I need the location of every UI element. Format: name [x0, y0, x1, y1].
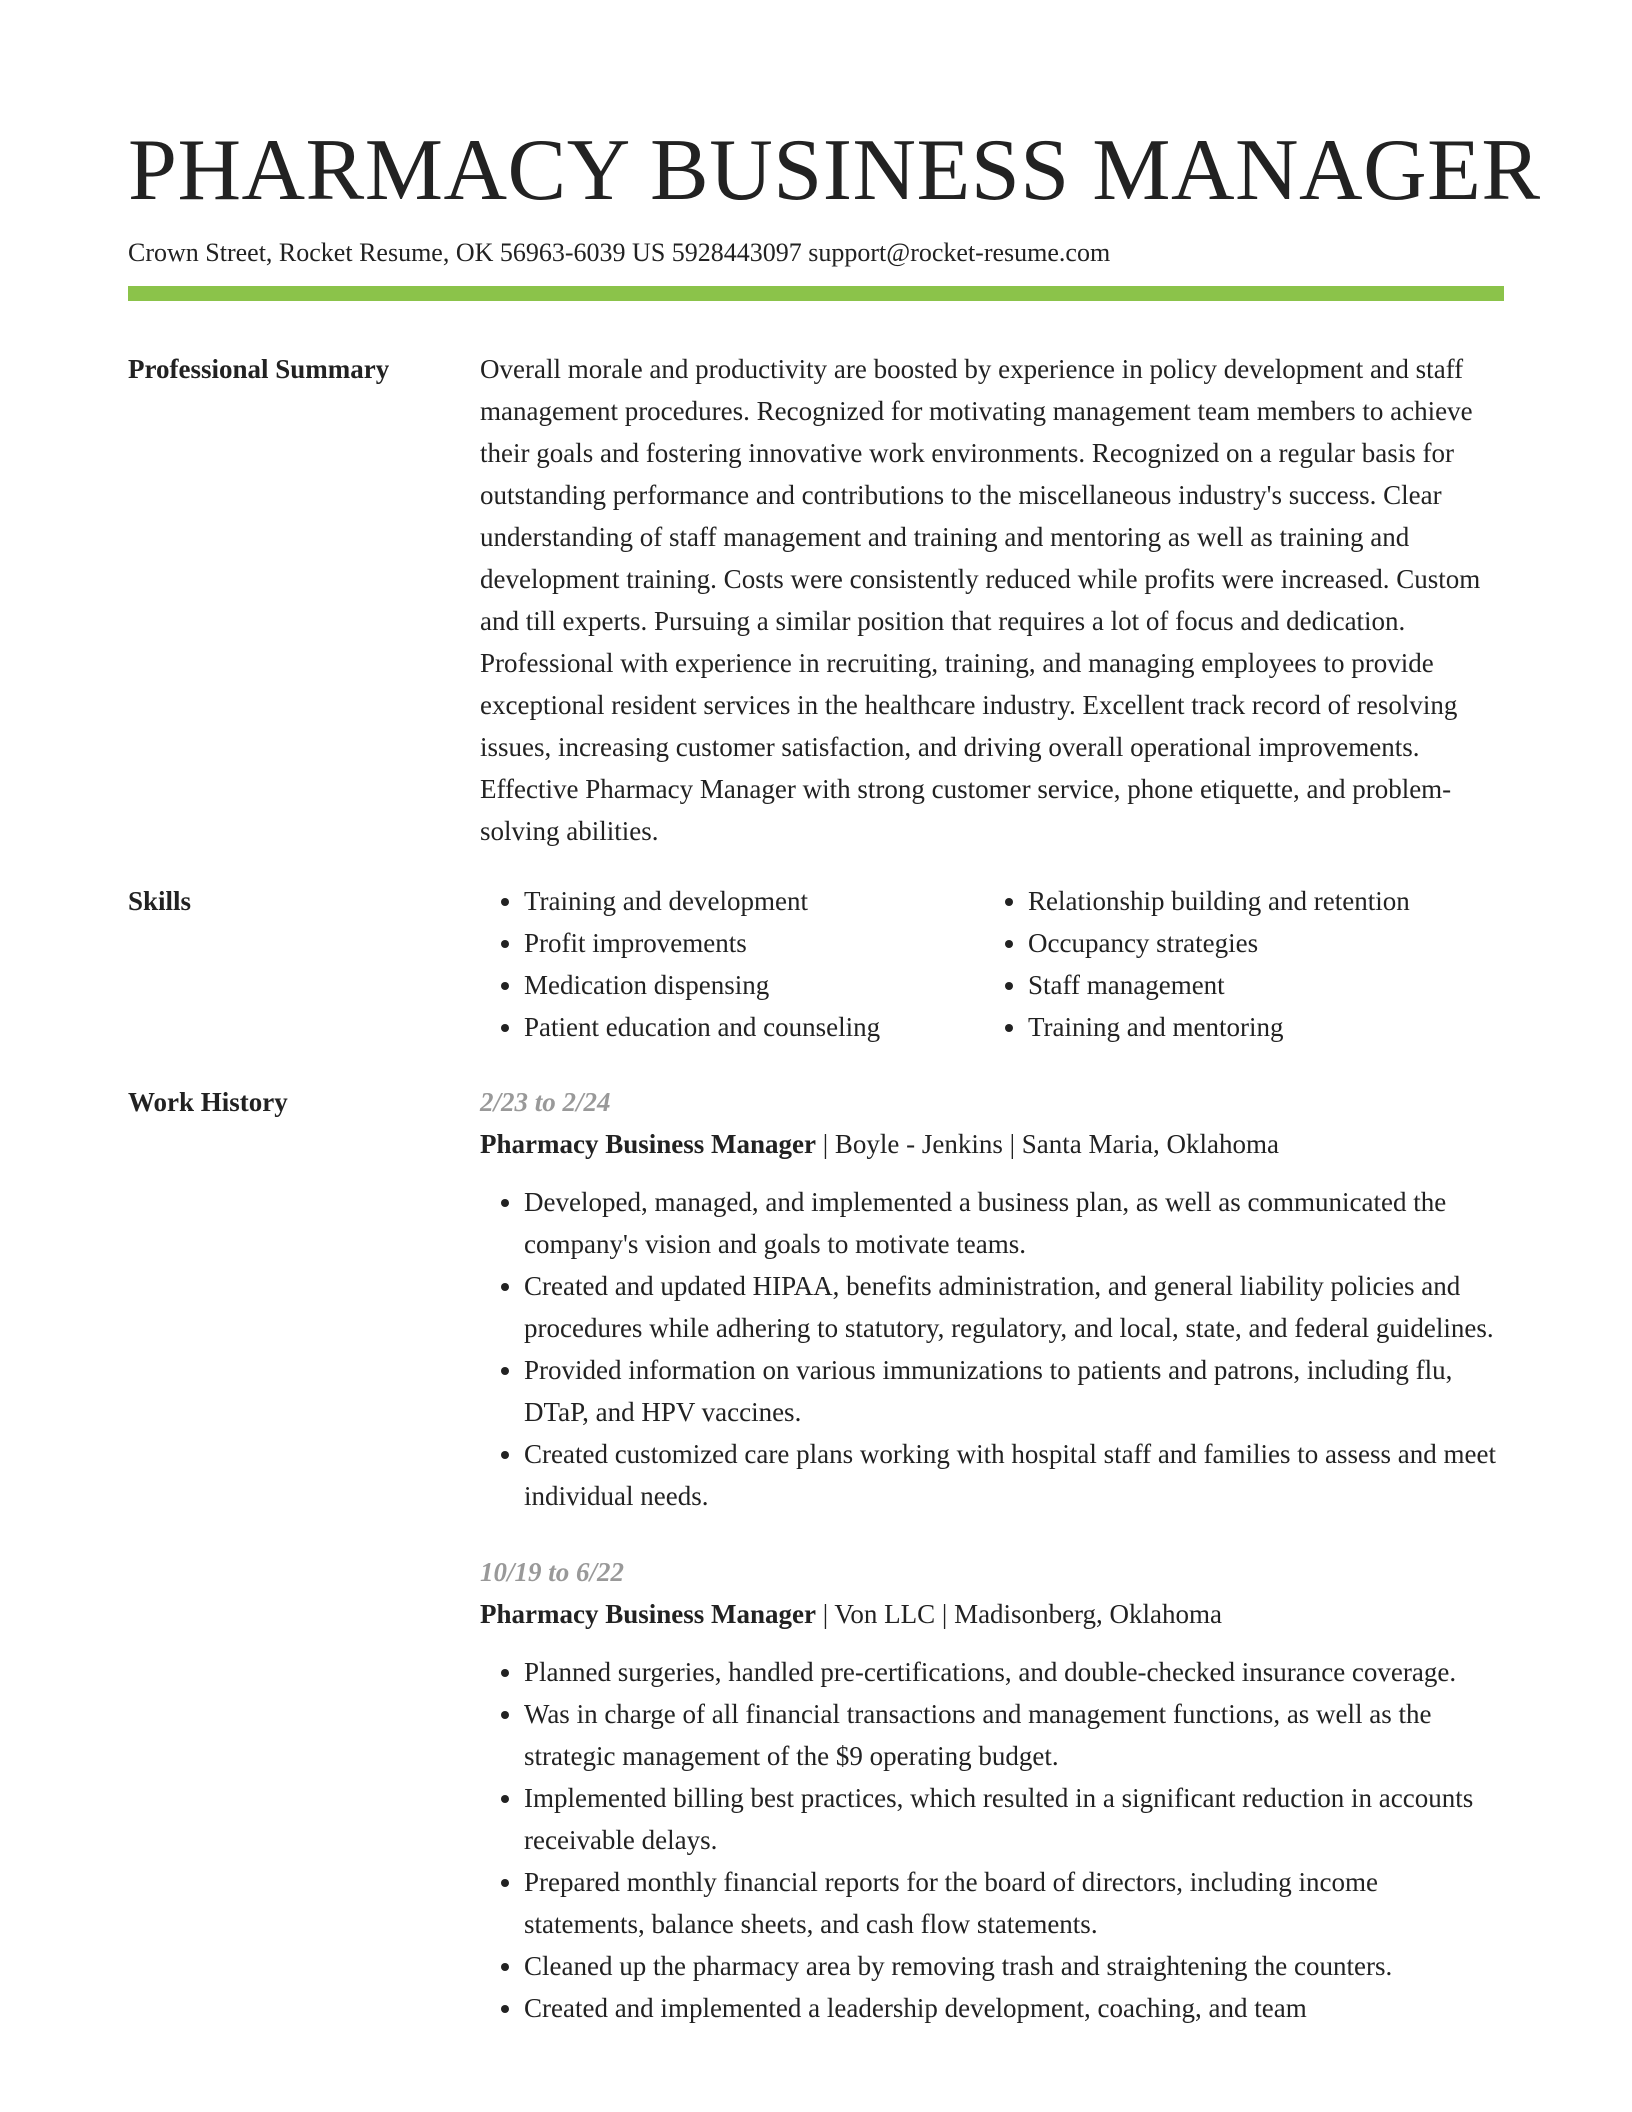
- skills-column-1: [480, 880, 984, 1048]
- skills-column-2: [984, 880, 1488, 1048]
- skill-item: • Relationship building and retention: [1028, 880, 1488, 922]
- skill-item: • Medication dispensing: [524, 964, 984, 1006]
- job-bullet: • Created and updated HIPAA, benefits administration, and general liability policies and procedures while adhering to statutory, regulatory, and local, state, and federal guidelines.: [524, 1265, 1505, 1349]
- job-dates: 10/19 to 6/22: [480, 1557, 625, 1587]
- skill-item: • Training and mentoring: [1028, 1006, 1488, 1048]
- section-label: Professional Summary: [128, 354, 390, 384]
- job-company-location: | Von LLC | Madisonberg, Oklahoma: [815, 1599, 1223, 1629]
- job-bullet: • Created and implemented a leadership development, coaching, and team: [524, 1987, 1505, 2029]
- job-title: Pharmacy Business Manager: [480, 1129, 816, 1159]
- contact-info: Crown Street, Rocket Resume, OK 56963-6039 US 5928443097 support@rocket-resume.com: [128, 238, 1111, 267]
- resume-header: [128, 118, 1541, 270]
- job-bullet: • Planned surgeries, handled pre-certifications, and double-checked insurance coverage.: [524, 1651, 1505, 1693]
- skills-list: [480, 880, 1505, 1048]
- job-heading: [480, 1593, 1505, 1635]
- job-bullet: • Created customized care plans working with hospital staff and families to assess and meet individual needs.: [524, 1433, 1505, 1517]
- job-bullet: • Implemented billing best practices, which resulted in a significant reduction in accounts receivable delays.: [524, 1777, 1505, 1861]
- job-bullet: • Developed, managed, and implemented a business plan, as well as communicated the company's vision and goals to motivate teams.: [524, 1181, 1505, 1265]
- job-bullet: • Was in charge of all financial transactions and management functions, as well as the strategic management of the $9 operating budget.: [524, 1693, 1505, 1777]
- job-dates: 2/23 to 2/24: [480, 1087, 611, 1117]
- job-bullet: • Cleaned up the pharmacy area by removing trash and straightening the counters.: [524, 1945, 1505, 1987]
- section-label: Skills: [128, 886, 192, 916]
- job-heading: [480, 1123, 1505, 1165]
- job-bullet: • Provided information on various immunizations to patients and patrons, including flu, DTaP, and HPV vaccines.: [524, 1349, 1505, 1433]
- accent-divider: [128, 286, 1504, 301]
- skill-item: • Patient education and counseling: [524, 1006, 984, 1048]
- summary-text: Overall morale and productivity are boosted by experience in policy development and staff management procedures. Recognized for motivating management team members to achieve their goals and fostering innovative work environments. Recognized on a regular basis for outstanding performance and contributions to the miscellaneous industry's success. Clear understanding of staff management and training and mentoring as well as training and development training. Costs were consistently reduced while profits were increased. Custom and till experts. Pursuing a similar position that requires a lot of focus and dedication. Professional with experience in recruiting, training, and managing employees to provide exceptional resident services in the healthcare industry. Excellent track record of resolving issues, increasing customer satisfaction, and driving overall operational improvements. Effective Pharmacy Manager with strong customer service, phone etiquette, and problem-solving abilities.: [480, 354, 1481, 846]
- skill-item: • Profit improvements: [524, 922, 984, 964]
- skill-item: • Training and development: [524, 880, 984, 922]
- job-bullets: [480, 1181, 1505, 1517]
- skills-section: [128, 880, 1504, 1060]
- skill-item: • Staff management: [1028, 964, 1488, 1006]
- job-title: Pharmacy Business Manager: [480, 1599, 816, 1629]
- job-company-location: | Boyle - Jenkins | Santa Maria, Oklahoma: [815, 1129, 1279, 1159]
- job-bullets: [480, 1651, 1505, 2029]
- professional-summary-section: [128, 348, 1504, 848]
- job-bullet: • Prepared monthly financial reports for the board of directors, including income statements, balance sheets, and cash flow statements.: [524, 1861, 1505, 1945]
- job-entry: [480, 1551, 1505, 2029]
- work-history-section: [128, 1081, 1504, 2112]
- candidate-title: PHARMACY BUSINESS MANAGER: [128, 122, 1541, 219]
- job-entry: [480, 1081, 1505, 1517]
- skill-item: • Occupancy strategies: [1028, 922, 1488, 964]
- section-label: Work History: [128, 1087, 288, 1117]
